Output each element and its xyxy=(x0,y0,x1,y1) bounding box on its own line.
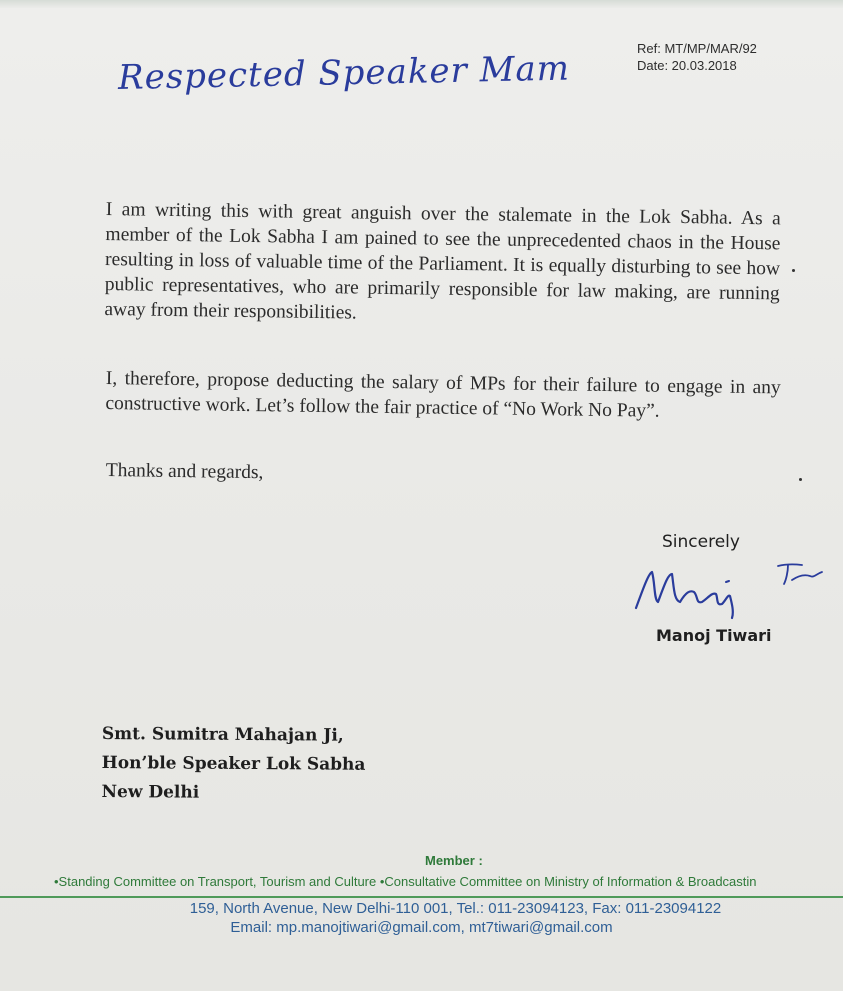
footer-address: 159, North Avenue, New Delhi-110 001, Tel.: 011-23094123, Fax: 011-23094122 xyxy=(189,900,722,917)
paper-speck xyxy=(792,269,795,272)
footer-divider xyxy=(0,896,843,898)
addressee-title: Hon’ble Speaker Lok Sabha xyxy=(101,752,366,775)
letter-date: Date: 20.03.2018 xyxy=(637,58,737,73)
signer-name: Manoj Tiwari xyxy=(656,626,772,645)
reference-number: Ref: MT/MP/MAR/92 xyxy=(637,41,757,56)
reference-block xyxy=(637,40,757,74)
body-paragraph-2: I, therefore, propose deducting the salary of MPs for their failure to engage in any constructive work. Let’s follow the fair practice of “No Work No Pay”. xyxy=(105,367,781,422)
sign-off: Sincerely xyxy=(662,532,740,552)
member-heading: Member : xyxy=(425,853,483,868)
addressee-block xyxy=(101,720,365,809)
handwritten-signature xyxy=(628,552,828,622)
letterhead-top-strip xyxy=(0,0,843,8)
footer-email: Email: mp.manojtiwari@gmail.com, mt7tiwari@gmail.com xyxy=(230,919,613,936)
body-paragraph-1: I am writing this with great anguish over the stalemate in the Lok Sabha. As a member of the Lok Sabha I am pained to see the unprecedented chaos in the House resulting in loss of valuable time of the Parliament. It is equally disturbing to see how public representatives, who are primarily responsible for law making, are running away from their responsibilities. xyxy=(104,198,781,324)
addressee-city: New Delhi xyxy=(101,781,200,803)
closing-line: Thanks and regards, xyxy=(105,459,264,484)
addressee-name: Smt. Sumitra Mahajan Ji, xyxy=(101,723,344,746)
handwritten-salutation: Respected Speaker Mam xyxy=(117,48,571,98)
paper-speck xyxy=(799,478,802,481)
committee-list: •Standing Committee on Transport, Tourism and Culture •Consultative Committee on Ministry of Information & Broadcastin xyxy=(54,874,757,889)
